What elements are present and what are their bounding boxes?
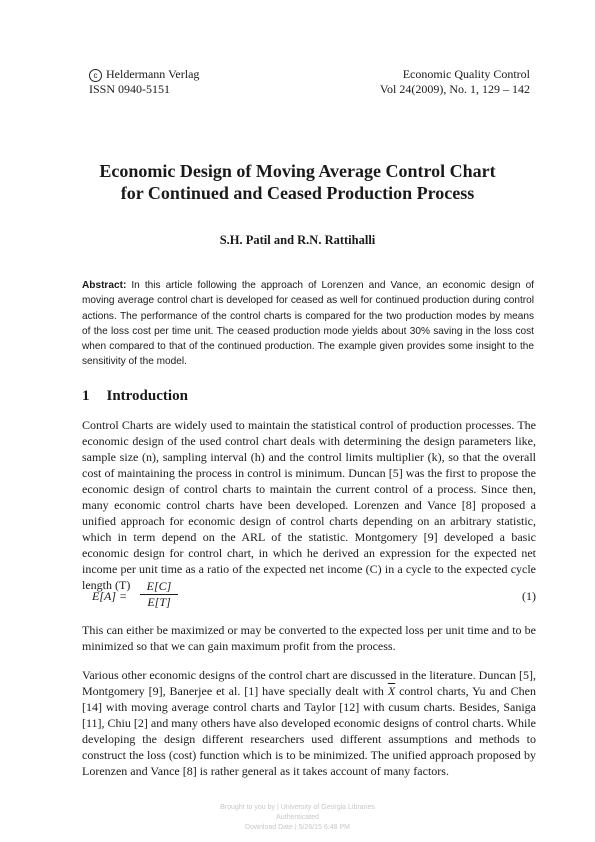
paragraph-3 xyxy=(82,667,536,779)
watermark-line-3: Download Date | 5/26/15 6:48 PM xyxy=(245,824,350,831)
equation-1 xyxy=(92,579,536,615)
title-line-1: Economic Design of Moving Average Control Chart xyxy=(99,161,496,181)
authors: S.H. Patil and R.N. Rattihalli xyxy=(219,233,376,247)
abstract-label: Abstract: xyxy=(82,280,127,291)
watermark-line-1: Brought to you by | University of Georgia Libraries xyxy=(220,804,375,811)
watermark-line-2: Authenticated xyxy=(276,814,319,821)
issn: ISSN 0940-5151 xyxy=(89,82,171,96)
section-number: 1 xyxy=(82,388,90,404)
publisher-line xyxy=(89,67,199,82)
download-watermark xyxy=(0,803,595,833)
equation-denominator: E[T] xyxy=(147,595,171,609)
equation-numerator: E[C] xyxy=(146,579,172,593)
section-heading xyxy=(82,388,188,405)
paragraph-3-part-2: control charts, Yu and Chen [14] with moving average control charts and Taylor [12] with cusum charts. Besides, Saniga [11], Chiu [2] and many others have also developed economic designs of control charts. While developing the design different researchers used different assumptions and methods to construct the loss (cost) function which is to be minimized. The unified approach proposed by Lorenzen and Vance [8] is rather general as it takes account of many factors. xyxy=(82,684,536,778)
equation-lhs: E[A] = xyxy=(92,589,128,603)
header-left xyxy=(89,67,199,97)
header-right xyxy=(380,67,530,96)
section-title: Introduction xyxy=(106,388,188,404)
paragraph-1: Control Charts are widely used to maintain the statistical control of production processes. The economic design of the used control chart deals with determining the design parameters like, sample size (n), sampling interval (h) and the control limits multiplier (k), so that the overall cost of maintaining the process in control is minimum. Duncan [5] was the first to propose the economic design of control charts to maintain the current control of a process. Since then, many economic control charts have been developed. Lorenzen and Vance [8] proposed a unified approach for economic design of control charts depending on an arbitrary statistic, which in term depend on the ARL of the statistic. Montgomery [9] developed a basic economic design for control chart, in which he derived an expression for the expected net income per unit time as a ratio of the expected net income (C) in a cycle to the expected cycle length (T) xyxy=(82,418,536,592)
abstract xyxy=(82,278,534,370)
equation-fraction xyxy=(140,579,178,610)
equation-number: (1) xyxy=(522,589,536,603)
paper-title xyxy=(60,160,535,204)
journal-name: Economic Quality Control xyxy=(402,67,530,81)
publisher: Heldermann Verlag xyxy=(106,67,200,81)
title-line-2: for Continued and Ceased Production Process xyxy=(120,183,475,203)
paragraph-3-part-1: Various other economic designs of the control chart are discussed in the literature. Duncan [5], Montgomery [9], Banerjee et al. [1] have specially dealt with xyxy=(82,668,536,698)
abstract-text: In this article following the approach of Lorenzen and Vance, an economic design of moving average control chart is developed for ceased as well for continued production during control actions. The performance of the control charts is compared for the two production modes by means of the loss cost per time unit. The ceased production mode yields about 30% saving in the loss cost when compared to that of the continued production. The example given provides some insight to the sensitivity of the model. xyxy=(82,280,534,368)
paragraph-2: This can either be maximized or may be converted to the expected loss per unit time and to be minimized so that we can gain maximum profit from the process. xyxy=(82,623,536,653)
xbar-symbol: $\overline{X}$ xyxy=(387,684,396,698)
copyright-icon: c xyxy=(89,69,102,82)
volume-info: Vol 24(2009), No. 1, 129 – 142 xyxy=(379,81,530,96)
